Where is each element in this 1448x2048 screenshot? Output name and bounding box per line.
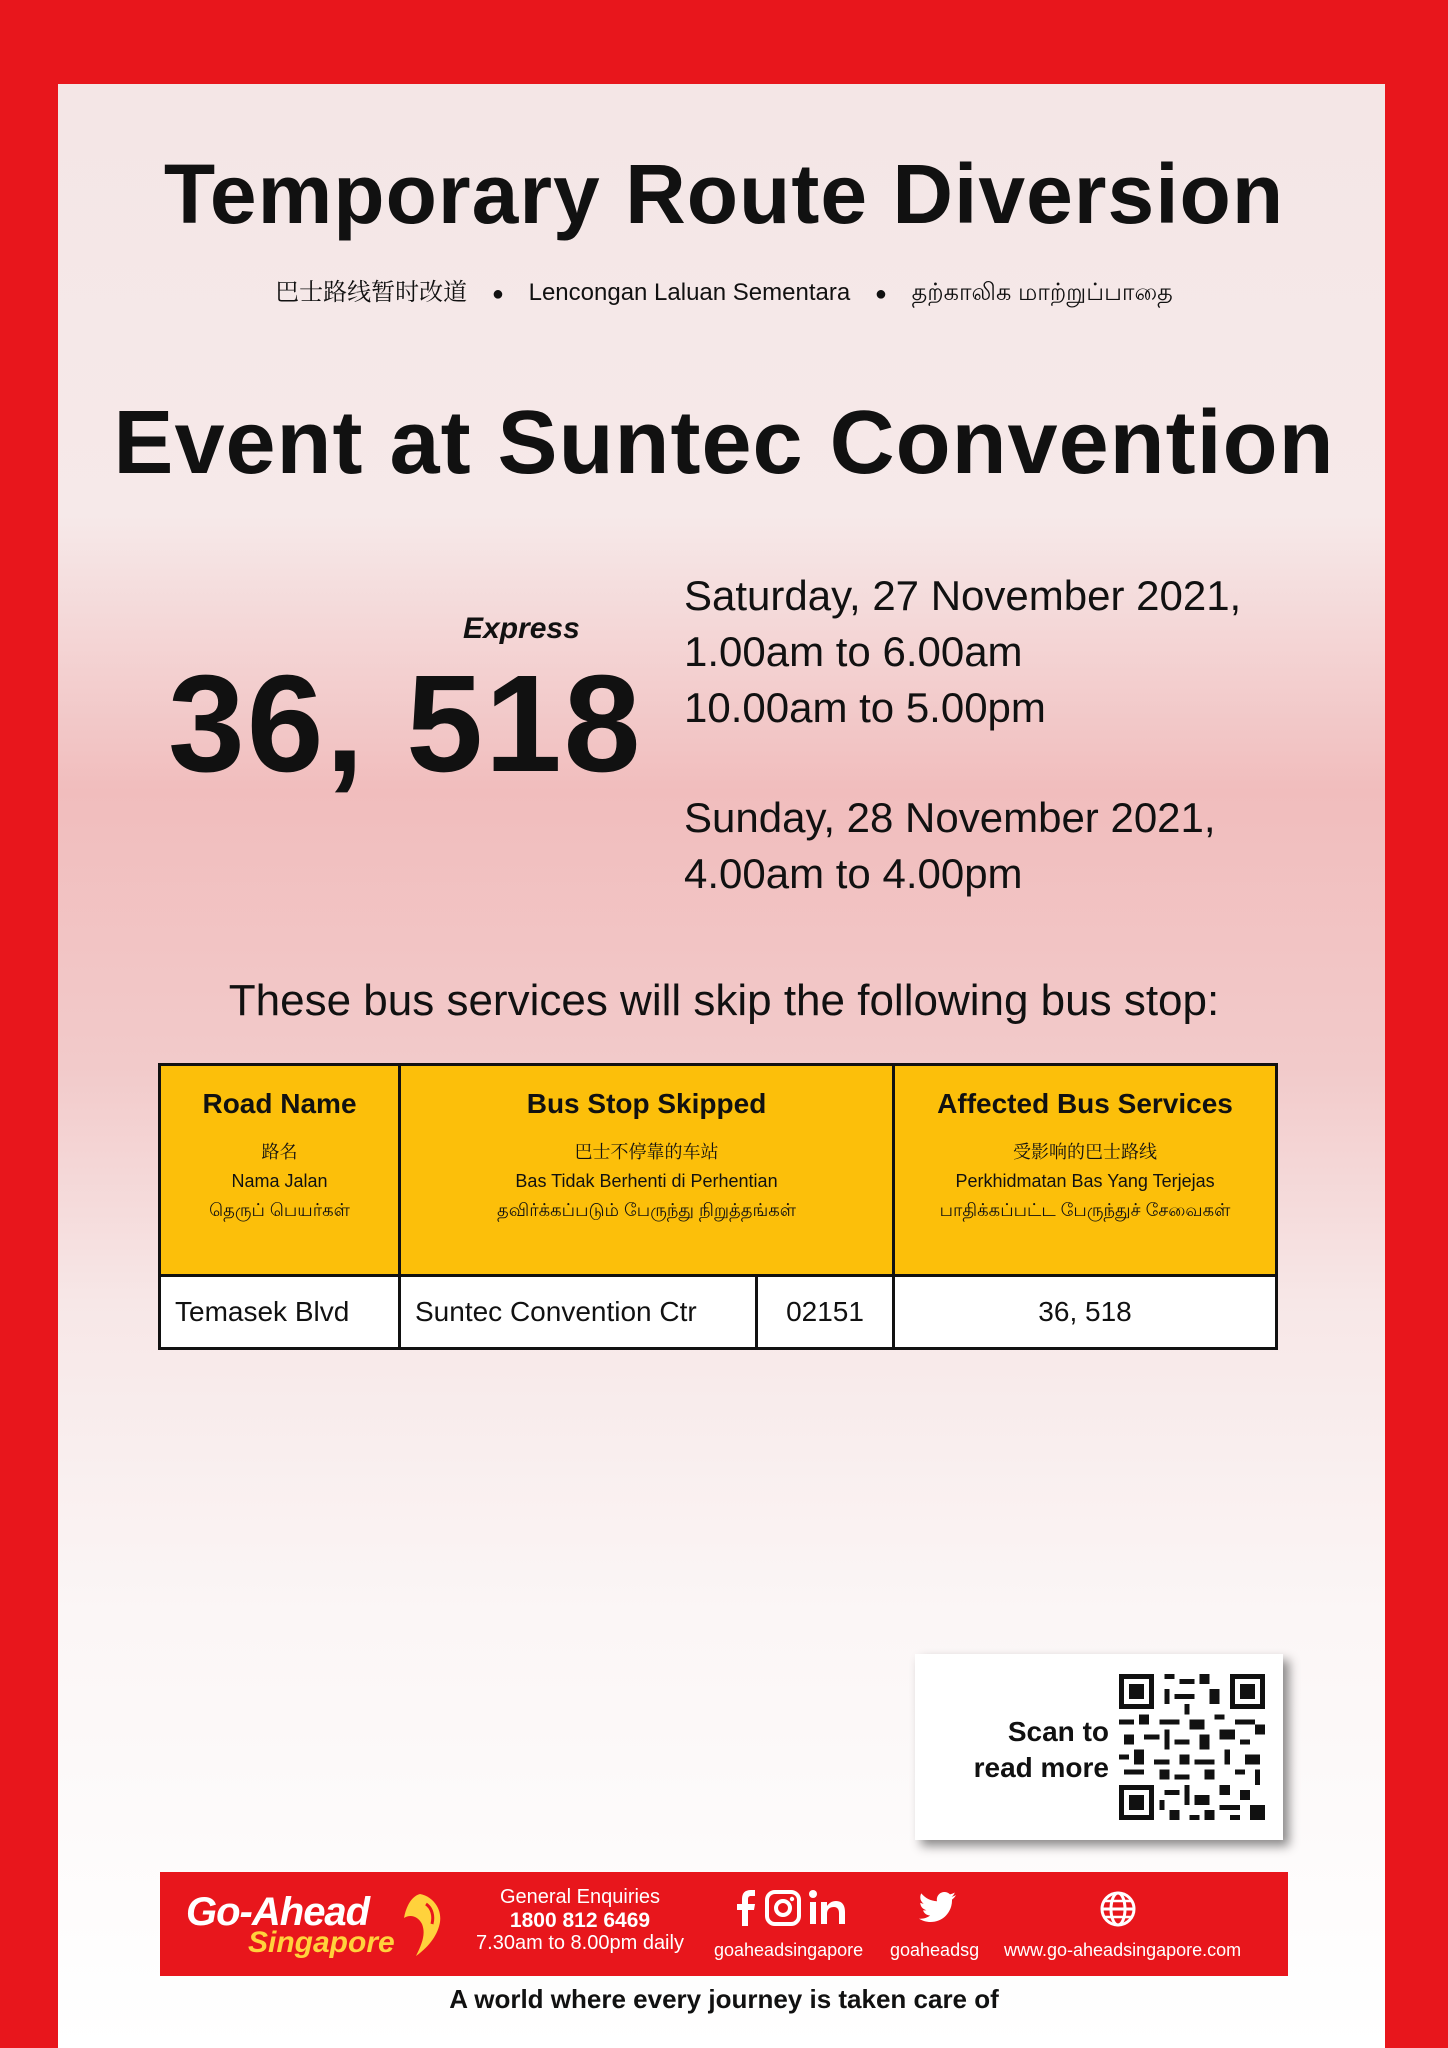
qr-code-icon[interactable]	[1119, 1674, 1265, 1820]
express-label: Express	[463, 612, 580, 645]
subtitle-tamil: தற்காலிக மாற்றுப்பாதை	[911, 279, 1173, 306]
qr-card[interactable]	[915, 1654, 1283, 1840]
tagline: A world where every journey is taken care of	[449, 1984, 999, 2014]
social-handle-goaheadsg[interactable]: goaheadsg	[890, 1940, 980, 1960]
table-header-row	[160, 1065, 1277, 1276]
header-title: Road Name	[202, 1088, 357, 1119]
facebook-icon[interactable]	[737, 1890, 755, 1926]
header-sub-malay: Perkhidmatan Bas Yang Terjejas	[955, 1171, 1215, 1191]
header-sub-tamil: தவிர்க்கப்படும் பேருந்து நிறுத்தங்கள்	[497, 1200, 796, 1220]
scan-text-line2: read more	[973, 1752, 1109, 1783]
enquiries-label: General Enquiries	[499, 1886, 661, 1908]
cell-stop-name: Suntec Convention Ctr	[400, 1276, 757, 1349]
globe-icon[interactable]	[1098, 1890, 1138, 1928]
table-row	[160, 1276, 1277, 1349]
instagram-icon[interactable]	[767, 1892, 799, 1924]
header-sub-chinese: 受影响的巴士路线	[1013, 1142, 1158, 1162]
footer-bar	[160, 1872, 1288, 1976]
brand-logo-subtext: Singapore	[248, 1926, 395, 1959]
social-handle-goaheadsingapore[interactable]: goaheadsingapore	[714, 1940, 864, 1960]
subtitle-chinese: 巴士路线暂时改道	[275, 279, 468, 306]
multilingual-subtitles	[0, 276, 1448, 311]
header-affected-services	[894, 1065, 1277, 1276]
social-icons-group	[730, 1888, 856, 1928]
sunday-date: Sunday, 28 November 2021,	[684, 794, 1216, 841]
header-sub-tamil: தெருப் பெயர்கள்	[209, 1200, 350, 1220]
bullet-separator: ●	[874, 283, 887, 305]
scan-to-read-more	[959, 1714, 1109, 1786]
brand-logo-text: Go-Ahead	[186, 1890, 370, 1934]
header-title: Affected Bus Services	[937, 1088, 1233, 1119]
event-name: Event at Suntec Convention	[113, 393, 1335, 493]
subtitle-malay: Lencongan Laluan Sementara	[528, 279, 851, 306]
saturday-time-1: 1.00am to 6.00am	[684, 628, 1023, 675]
website-link[interactable]: www.go-aheadsingapore.com	[1004, 1940, 1242, 1960]
header-sub-chinese: 巴士不停靠的车站	[574, 1142, 719, 1162]
header-sub-tamil: பாதிக்கப்பட்ட பேருந்துச் சேவைகள்	[939, 1200, 1231, 1220]
affected-services-number: 36, 518	[168, 647, 643, 801]
saturday-time-2: 10.00am to 5.00pm	[684, 684, 1046, 731]
skipped-stops-table	[158, 1063, 1278, 1350]
cell-services: 36, 518	[894, 1276, 1277, 1349]
sunday-time: 4.00am to 4.00pm	[684, 850, 1023, 897]
enquiries-hours: 7.30am to 8.00pm daily	[476, 1932, 684, 1954]
header-bus-stop-skipped	[400, 1065, 894, 1276]
cell-stop-code: 02151	[757, 1276, 894, 1349]
lion-logo-icon	[392, 1890, 448, 1960]
header-sub-malay: Bas Tidak Berhenti di Perhentian	[515, 1171, 778, 1191]
header-sub-chinese: 路名	[261, 1142, 298, 1162]
skip-message: These bus services will skip the following bus stop:	[228, 976, 1220, 1025]
twitter-icon[interactable]	[916, 1890, 958, 1926]
scan-text-line1: Scan to	[1007, 1716, 1109, 1747]
general-enquiries	[470, 1886, 690, 1955]
header-sub-malay: Nama Jalan	[231, 1171, 328, 1191]
sunday-schedule	[684, 790, 1216, 902]
bullet-separator: ●	[491, 283, 504, 305]
page-title: Temporary Route Diversion	[163, 147, 1285, 241]
header-road-name	[160, 1065, 400, 1276]
enquiries-phone[interactable]: 1800 812 6469	[509, 1909, 651, 1932]
linkedin-icon[interactable]	[809, 1890, 845, 1924]
saturday-schedule	[684, 568, 1241, 736]
header-title: Bus Stop Skipped	[526, 1088, 767, 1119]
saturday-date: Saturday, 27 November 2021,	[684, 572, 1242, 619]
cell-road-name: Temasek Blvd	[160, 1276, 400, 1349]
